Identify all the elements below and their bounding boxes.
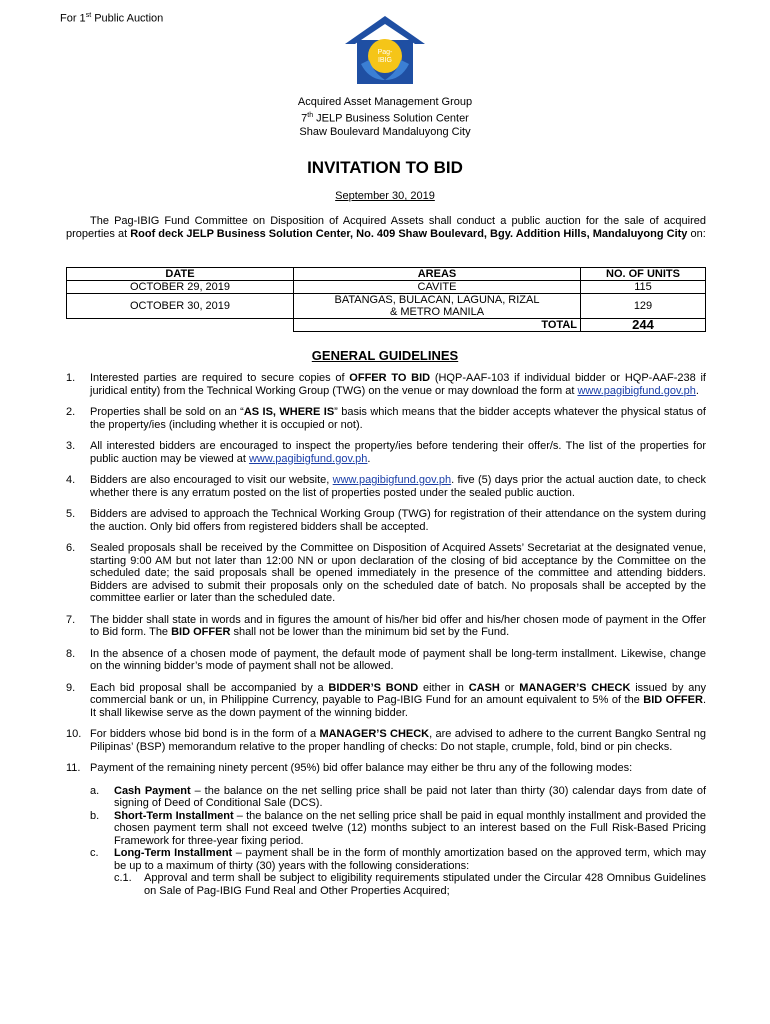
auction-schedule-table — [66, 267, 706, 332]
payment-mode-long-term — [90, 847, 706, 897]
sub-text — [114, 785, 706, 810]
list-item — [66, 614, 706, 639]
auction-note — [60, 12, 163, 25]
list-item — [66, 372, 706, 397]
table-row — [67, 294, 706, 319]
text-part: either in — [418, 681, 469, 694]
sub-sub-label: c.1. — [114, 872, 132, 884]
text-part: or — [499, 681, 520, 694]
website-link[interactable]: www.pagibigfund.gov.ph — [577, 384, 696, 397]
text-part: . five (5) days prior the actual auction date, to check whether there is any erratum posted on the list of properties posted under the sealed public auction. — [90, 474, 706, 499]
text-part: Each bid proposal shall be accompanied by a — [90, 681, 329, 694]
row-areas: CAVITE — [294, 281, 581, 294]
sub-text — [114, 810, 706, 848]
text-part: , are advised to adhere to the current Bangko Sentral ng Pilipinas’ (BSP) memorandum relative to the proper handling of checks: Do not staple, crumple, fold, bind or pin checks. — [90, 728, 706, 753]
item-text — [90, 762, 706, 897]
website-link[interactable]: www.pagibigfund.gov.ph — [248, 452, 368, 465]
bold-part: BID OFFER — [171, 626, 231, 638]
list-item — [66, 682, 706, 720]
item-number: 1. — [66, 372, 76, 384]
auction-note-prefix: For 1 — [60, 12, 86, 25]
list-item — [66, 762, 706, 897]
table-row — [67, 281, 706, 294]
item-number: 10. — [66, 728, 82, 740]
text-part: – the balance on the net selling price shall be paid not later than thirty (30) calendar days from date of signing of Deed of Conditional Sale (DCS). — [114, 784, 707, 809]
long-term-consideration — [114, 872, 706, 897]
bold-part: OFFER TO BID — [349, 372, 431, 384]
item-number: 4. — [66, 474, 76, 486]
total-value: 244 — [581, 319, 706, 332]
list-item — [66, 508, 706, 533]
header-date: DATE — [67, 268, 294, 281]
text-part: – payment shall be in the form of monthly amortization based on the approved term, which may be up to a maximum of thirty (30) years with the following considerations: — [114, 847, 707, 872]
row-units: 115 — [581, 281, 706, 294]
sub-label: c. — [90, 847, 99, 859]
row-units: 129 — [581, 294, 706, 319]
bold-part: BIDDER’S BOND — [328, 681, 419, 694]
intro-paragraph — [66, 215, 706, 241]
text-part: . — [367, 452, 371, 465]
bold-part: BID OFFER — [643, 694, 703, 706]
bold-part: AS IS, WHERE IS — [243, 406, 335, 418]
item-text: Bidders are advised to approach the Technical Working Group (TWG) for registration of their attendance on the system during the auction. Only bid offers from registered bidders shall be accepted. — [90, 508, 706, 533]
item-text: In the absence of a chosen mode of payment, the default mode of payment shall be long-term installment. Likewise, change on the winning bidder’s mode of payment shall not be allowed. — [90, 647, 706, 672]
list-item — [66, 728, 706, 753]
auction-note-sup: st — [85, 12, 92, 19]
text-part: Properties shall be sold on an “ — [90, 406, 244, 418]
table-total-row — [67, 319, 706, 332]
page-title: INVITATION TO BID — [307, 158, 463, 177]
item-number: 3. — [66, 440, 76, 452]
intro-text-2: on: — [687, 228, 706, 240]
payment-mode-short-term — [90, 810, 706, 848]
item-text — [90, 474, 706, 499]
logo-text-1: Pag- — [377, 49, 393, 56]
row-date: OCTOBER 30, 2019 — [67, 294, 294, 319]
list-item — [66, 406, 706, 431]
bold-part: Long-Term Installment — [114, 847, 233, 859]
header-line-1: Acquired Asset Management Group — [297, 96, 473, 108]
item-number: 9. — [66, 681, 76, 694]
item-number: 8. — [66, 647, 76, 660]
logo-text-2: IBIG — [377, 57, 393, 64]
sub-text — [114, 847, 706, 897]
bold-part: MANAGER’S CHECK — [319, 728, 430, 740]
text-part: Interested parties are required to secure copies of — [90, 372, 350, 384]
text-part: ” basis which means that the bidder accepts whatever the physical status of the property/ies (including whether it is occupied or not). — [90, 406, 706, 431]
list-item — [66, 648, 706, 673]
header-line-2-sup: th — [307, 112, 314, 119]
item-text: Sealed proposals shall be received by the Committee on Disposition of Acquired Assets’ Secretariat at the designated venue, starting 9:00 AM but not later than 12:00 NN or upon declaration of the closing of bid acceptance by the Committee on the scheduled date; the said proposals shall be opened immediately in the presence of the committee and attending bidders. Bidders are advised to submit their proposals only on the scheduled date of batch. No proposals shall be accepted by the committee earlier or later than the scheduled date. — [90, 542, 706, 604]
text-part: Bidders are also encouraged to visit our website, — [90, 474, 333, 486]
sub-label: b. — [90, 809, 100, 822]
text-part: (HQP-AAF-103 if individual bidder or HQP-AAF-238 if juridical entity) from the Technical Working Group (TWG) on the venue or may download the form at — [90, 372, 706, 397]
total-spacer — [67, 319, 294, 332]
intro-text-1: The Pag-IBIG Fund Committee on Disposition of Acquired Assets shall conduct a public auction for the sale of acquired properties at — [66, 215, 706, 240]
item-text — [90, 682, 706, 720]
text-part: For bidders whose bid bond is in the form of a — [90, 728, 320, 740]
header-line-2-prefix: 7 — [301, 112, 308, 125]
header-line-2 — [0, 109, 770, 126]
item-number: 2. — [66, 406, 76, 418]
item-text — [90, 614, 706, 639]
intro-venue: Roof deck JELP Business Solution Center, No. 409 Shaw Boulevard, Bgy. Addition Hills, Mandaluyong City — [130, 228, 688, 240]
sub-label: a. — [90, 784, 100, 797]
auction-note-suffix: Public Auction — [91, 12, 164, 25]
item-text — [90, 372, 706, 397]
item-number: 5. — [66, 508, 76, 520]
list-item — [66, 440, 706, 465]
payment-modes-intro: Payment of the remaining ninety percent (95%) bid offer balance may either be thru any of the following modes: — [90, 762, 633, 774]
bold-part: Cash Payment — [114, 784, 191, 797]
text-part: shall not be lower than the minimum bid set by the Fund. — [230, 626, 510, 638]
list-item — [66, 474, 706, 499]
header-units: NO. OF UNITS — [581, 268, 706, 281]
text-part: All interested bidders are encouraged to inspect the property/ies before tendering their offer/s. The list of the properties for public auction may be viewed at — [90, 440, 706, 465]
guidelines-list — [66, 372, 706, 897]
item-text — [90, 728, 706, 753]
bold-part: CASH — [468, 681, 500, 694]
website-link[interactable]: www.pagibigfund.gov.ph — [332, 474, 452, 486]
item-number: 7. — [66, 613, 76, 626]
payment-mode-cash — [90, 785, 706, 810]
table-header-row — [67, 268, 706, 281]
item-number: 6. — [66, 542, 76, 554]
row-date: OCTOBER 29, 2019 — [67, 281, 294, 294]
bold-part: MANAGER’S CHECK — [519, 681, 631, 694]
text-part: . — [695, 384, 699, 397]
guidelines-title: GENERAL GUIDELINES — [311, 348, 459, 363]
row-areas: BATANGAS, BULACAN, LAGUNA, RIZAL & METRO MANILA — [294, 294, 581, 319]
header-line-3: Shaw Boulevard Mandaluyong City — [299, 125, 471, 138]
total-label: TOTAL — [294, 319, 581, 332]
item-text — [90, 440, 706, 465]
header-line-2-suffix: JELP Business Solution Center — [313, 112, 469, 125]
list-item — [66, 542, 706, 605]
office-header — [0, 96, 770, 139]
text-part: issued by any commercial bank or un, in Philippine Currency, payable to Pag-IBIG Fund for an amount equivalent to 5% of the — [90, 681, 706, 706]
bold-part: Short-Term Installment — [114, 809, 234, 822]
document-date: September 30, 2019 — [335, 190, 435, 202]
sub-sub-text: Approval and term shall be subject to eligibility requirements stipulated under the Circular 428 Omnibus Guidelines on Sale of Pag-IBIG Fund Real and Other Properties Acquired; — [144, 872, 706, 897]
text-part: The bidder shall state in words and in figures the amount of his/her bid offer and his/her chosen mode of payment in the Offer to Bid form. The — [90, 613, 706, 638]
header-areas: AREAS — [294, 268, 581, 281]
item-text — [90, 406, 706, 431]
text-part: – the balance on the net selling price shall be paid in equal monthly installment and provided the chosen payment term shall not exceed twelve (12) months subject to an interest based on the Full Risk-Based Pricing Framework for three-year fixing period. — [114, 809, 706, 847]
item-number: 11. — [66, 762, 81, 774]
text-part: . It shall likewise serve as the down payment of the winning bidder. — [90, 694, 706, 719]
pagibig-logo — [343, 14, 427, 86]
payment-modes — [90, 785, 706, 898]
